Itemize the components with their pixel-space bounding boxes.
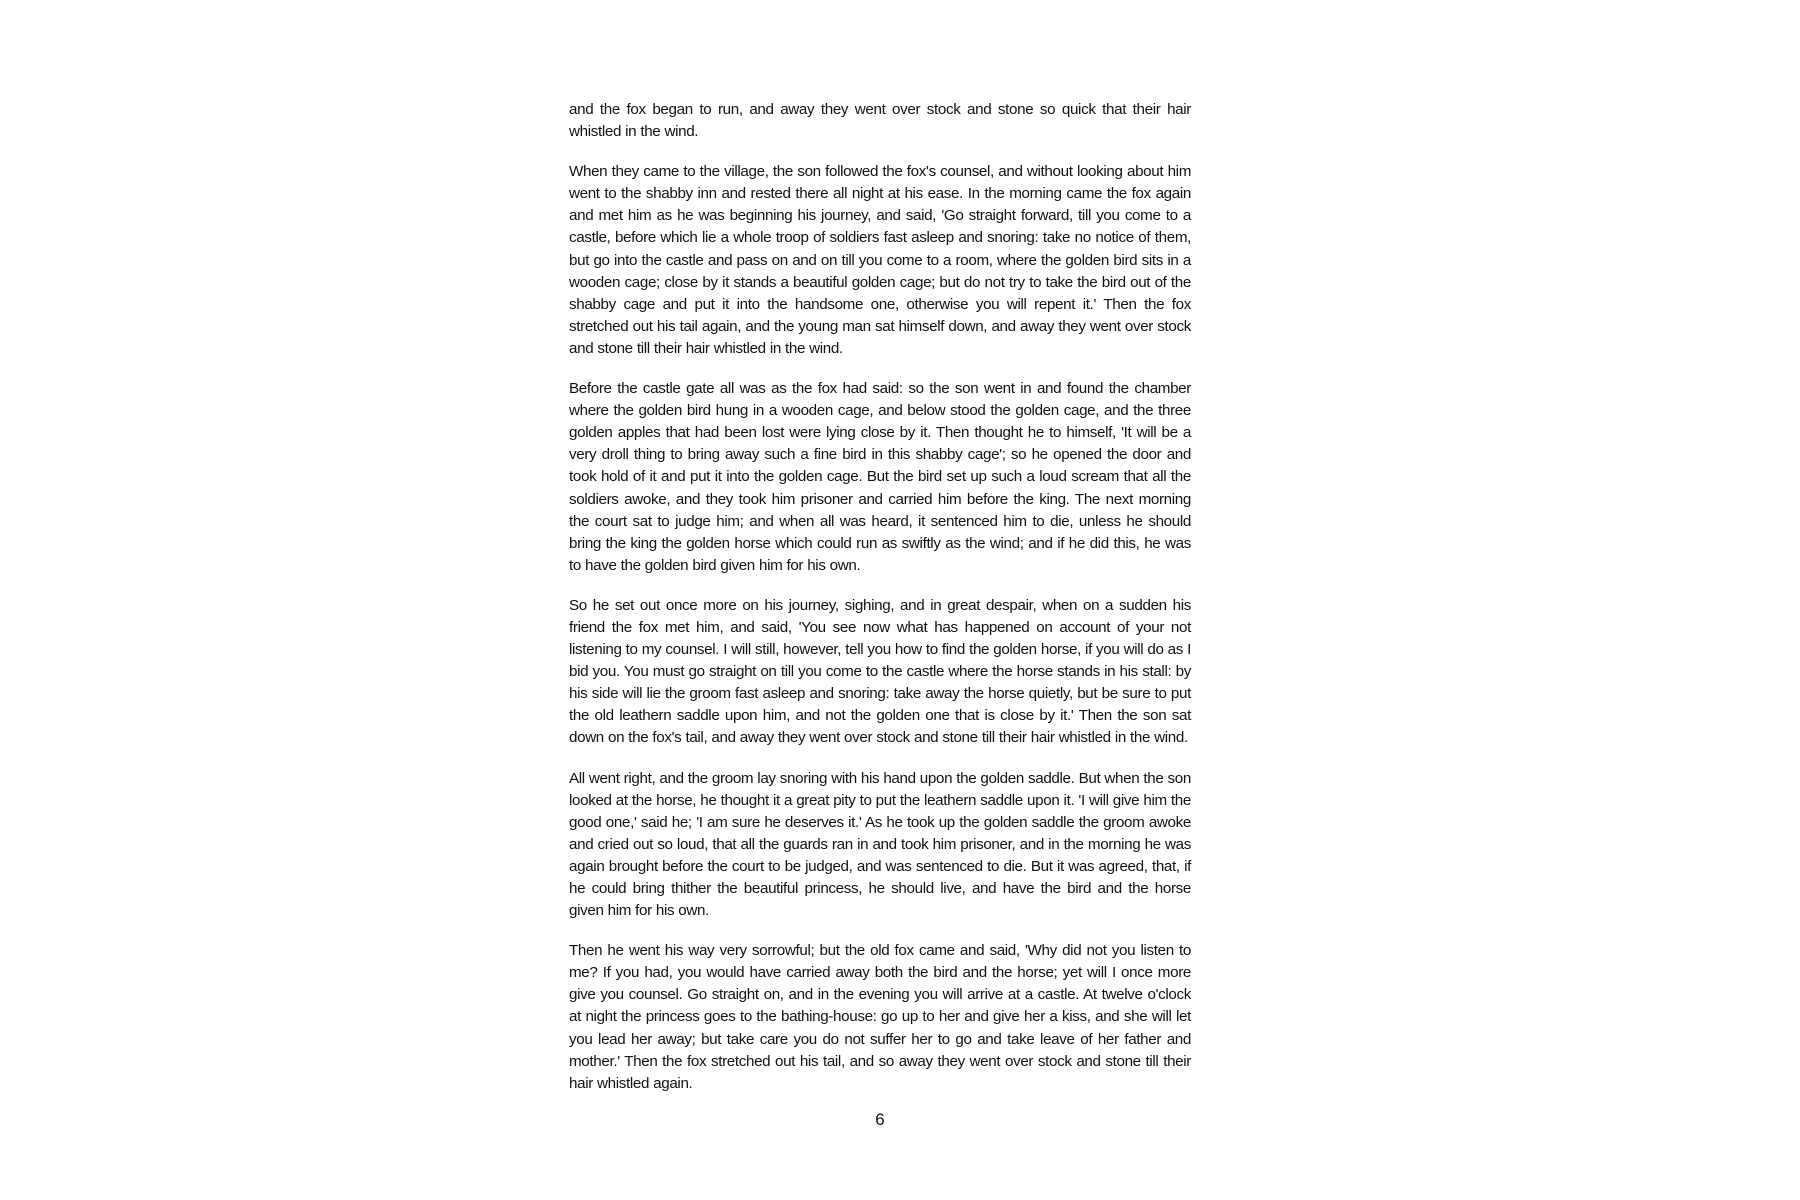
page-number: 6 (875, 1110, 885, 1129)
paragraph: So he set out once more on his journey, sighing, and in great despair, when on a sudden his friend the fox met him, and said, 'You see now what has happened on account of your not listening to my counsel. I will still, however, tell you how to find the golden horse, if you will do as I bid you. You must go straight on till you come to the castle where the horse stands in his stall: by his side will lie the groom fast asleep and snoring: take away the horse quietly, but be sure to put the old leathern saddle upon him, and not the golden one that is close by it.' Then the son sat down on the fox's tail, and away they went over stock and stone till their hair whistled in the wind. (569, 596, 1191, 747)
paragraph: Before the castle gate all was as the fox had said: so the son went in and found the chamber where the golden bird hung in a wooden cage, and below stood the golden cage, and the three golden apples that had been lost were lying close by it. Then thought he to himself, 'It will be a very droll thing to bring away such a fine bird in this shabby cage'; so he opened the door and took hold of it and put it into the golden cage. But the bird set up such a loud scream that all the soldiers awoke, and they took him prisoner and carried him before the king. The next morning the court sat to judge him; and when all was heard, it sentenced him to die, unless he should bring the king the golden horse which could run as swiftly as the wind; and if he did this, he was to have the golden bird given him for his own. (569, 380, 1191, 574)
paragraph: Then he went his way very sorrowful; but the old fox came and said, 'Why did not you listen to me? If you had, you would have carried away both the bird and the horse; yet will I once more give you counsel. Go straight on, and in the evening you will arrive at a castle. At twelve o'clock at night the princess goes to the bathing-house: go up to her and give her a kiss, and she will let you lead her away; but take care you do not suffer her to go and take leave of her father and mother.' Then the fox stretched out his tail, and so away they went over stock and stone till their hair whistled again. (569, 942, 1191, 1092)
paragraph: All went right, and the groom lay snoring with his hand upon the golden saddle. But when the son looked at the horse, he thought it a great pity to put the leathern saddle upon it. 'I will give him the good one,' said he; 'I am sure he deserves it.' As he took up the golden saddle the groom awoke and cried out so loud, that all the guards ran in and took him prisoner, and in the morning he was again brought before the court to be judged, and was sentenced to die. But it was agreed, that, if he could bring thither the beautiful princess, he should live, and have the bird and the horse given him for his own. (569, 769, 1191, 920)
paragraph: and the fox began to run, and away they went over stock and stone so quick that their hair whistled in the wind. (569, 101, 1191, 141)
body-text (569, 99, 1191, 1113)
paragraph: When they came to the village, the son followed the fox's counsel, and without looking about him went to the shabby inn and rested there all night at his ease. In the morning came the fox again and met him as he was beginning his journey, and said, 'Go straight forward, till you come to a castle, before which lie a whole troop of soldiers fast asleep and snoring: take no notice of them, but go into the castle and pass on and on till you come to a room, where the golden bird sits in a wooden cage; close by it stands a beautiful golden cage; but do not try to take the bird out of the shabby cage and put it into the handsome one, otherwise you will repent it.' Then the fox stretched out his tail again, and the young man sat himself down, and away they went over stock and stone till their hair whistled in the wind. (569, 163, 1191, 357)
